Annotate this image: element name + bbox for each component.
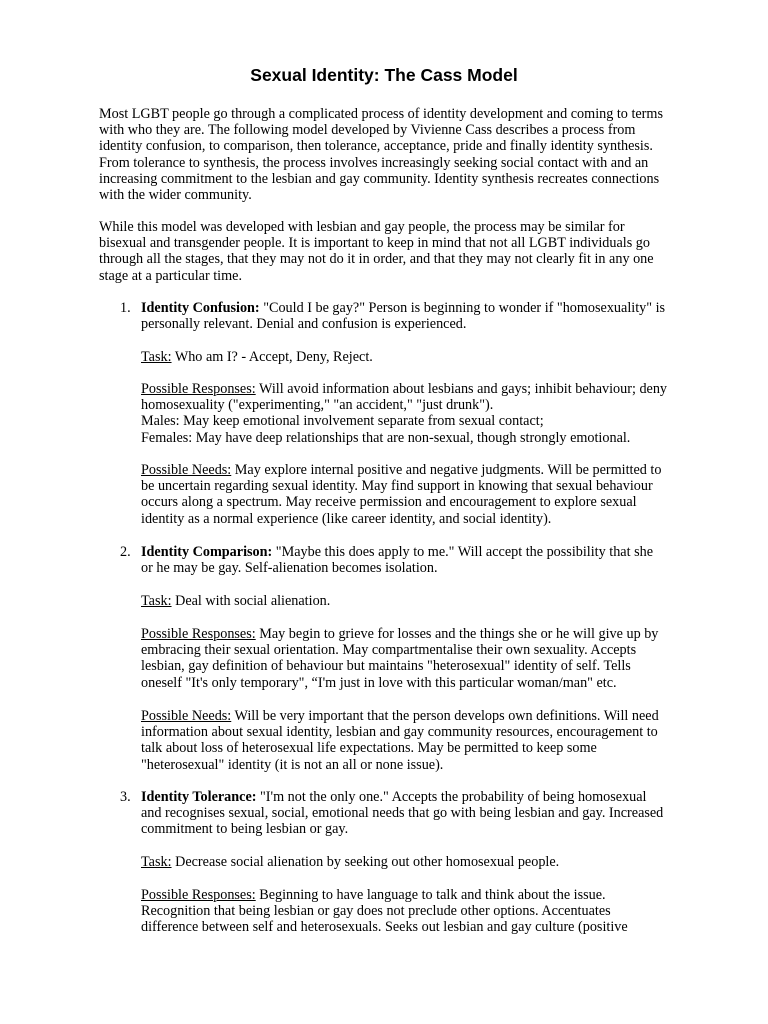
stage-name: Identity Confusion: [141, 300, 260, 316]
stage-2-task [141, 593, 669, 609]
text-line: with the wider community. [99, 187, 252, 204]
page-title: Sexual Identity: The Cass Model [250, 65, 518, 85]
stage-name: Identity Comparison: [141, 544, 273, 560]
text-line: identity as a normal experience (like career identity, and social identity). [141, 510, 552, 527]
text-line: bisexual and transgender people. It is important to keep in mind that not all LGBT individuals go [99, 235, 650, 252]
responses-text: May begin to grieve for losses and the things she or he will give up by [255, 626, 659, 642]
text-line: homosexuality ("experimenting," "an accident," "just drunk"). [141, 397, 494, 414]
stage-1-responses [141, 381, 669, 446]
task-text: Who am I? - Accept, Deny, Reject. [171, 349, 373, 365]
responses-label: Possible Responses: [141, 381, 256, 397]
text-line: Males: May keep emotional involvement separate from sexual contact; [141, 413, 544, 430]
stage-2-description [141, 544, 669, 576]
list-number: 1. [120, 300, 131, 316]
text-line: or he may be gay. Self-alienation becomes isolation. [141, 560, 438, 577]
task-text: Deal with social alienation. [171, 593, 331, 609]
text-line: with who they are. The following model developed by Vivienne Cass describes a process from [99, 122, 636, 139]
stage-name: Identity Tolerance: [141, 789, 257, 805]
stage-description: "I'm not the only one." Accepts the probability of being homosexual [256, 789, 647, 805]
text-line: While this model was developed with lesbian and gay people, the process may be similar for [99, 219, 625, 235]
text-line: and recognises sexual, social, emotional needs that go with being lesbian and gay. Increased [141, 805, 664, 822]
responses-text: Beginning to have language to talk and think about the issue. [255, 887, 606, 903]
text-line: talk about loss of heterosexual life expectations. May be permitted to keep some [141, 740, 597, 757]
needs-text: May explore internal positive and negative judgments. Will be permitted to [231, 462, 662, 478]
text-line: Recognition that being lesbian or gay does not preclude other options. Accentuates [141, 903, 611, 920]
stage-2-responses [141, 626, 669, 691]
task-text: Decrease social alienation by seeking out other homosexual people. [171, 854, 560, 870]
text-line: through all the stages, that they may not do it in order, and that they may not clearly fit in any one [99, 251, 654, 268]
needs-text: Will be very important that the person develops own definitions. Will need [231, 708, 659, 724]
text-line: identity confusion, to comparison, then tolerance, acceptance, pride and finally identity synthesis. [99, 138, 653, 155]
text-line: increasing commitment to the lesbian and gay community. Identity synthesis recreates connections [99, 170, 660, 187]
text-line: commitment to being lesbian or gay. [141, 821, 349, 838]
text-line: lesbian, gay definition of behaviour but maintains "heterosexual" identity of self. Tells [141, 658, 631, 675]
list-number: 2. [120, 544, 131, 560]
text-line: From tolerance to synthesis, the process involves increasingly seeking social contact with and an [99, 154, 649, 171]
text-line: oneself "It's only temporary", “I'm just in love with this particular woman/man" etc. [141, 674, 617, 691]
text-line: personally relevant. Denial and confusion is experienced. [141, 316, 467, 333]
responses-label: Possible Responses: [141, 887, 256, 903]
needs-label: Possible Needs: [141, 462, 232, 478]
text-line: be uncertain regarding sexual identity. May find support in knowing that sexual behaviour [141, 478, 653, 495]
text-line: information about sexual identity, lesbian and gay community resources, encouragement to [141, 724, 658, 741]
needs-label: Possible Needs: [141, 708, 232, 724]
text-line: occurs along a spectrum. May receive permission and encouragement to explore sexual [141, 494, 637, 511]
text-line: "heterosexual" identity (it is not an all or none issue). [141, 756, 444, 773]
responses-text: Will avoid information about lesbians and gays; inhibit behaviour; deny [255, 381, 668, 397]
list-number: 3. [120, 789, 131, 805]
stage-1-needs [141, 462, 669, 527]
task-label: Task: [141, 854, 172, 870]
stage-description: "Maybe this does apply to me." Will accept the possibility that she [272, 544, 653, 560]
stage-3-description [141, 789, 669, 838]
task-label: Task: [141, 349, 172, 365]
text-line: stage at a particular time. [99, 267, 242, 284]
stage-2-needs [141, 708, 669, 773]
stage-3-responses [141, 887, 669, 936]
task-label: Task: [141, 593, 172, 609]
stage-description: "Could I be gay?" Person is beginning to wonder if "homosexuality" is [259, 300, 666, 316]
text-line: embracing their sexual orientation. May compartmentalise their own sexuality. Accepts [141, 642, 637, 659]
text-line: Females: May have deep relationships that are non-sexual, though strongly emotional. [141, 429, 631, 446]
text-line: Most LGBT people go through a complicated process of identity development and coming to terms [99, 106, 663, 122]
text-line: difference between self and heterosexuals. Seeks out lesbian and gay culture (positive [141, 919, 628, 936]
responses-label: Possible Responses: [141, 626, 256, 642]
note-paragraph [99, 219, 669, 284]
stage-3-task [141, 854, 669, 870]
stage-1-task [141, 349, 669, 365]
intro-paragraph [99, 106, 669, 203]
stage-1-description [141, 300, 669, 332]
